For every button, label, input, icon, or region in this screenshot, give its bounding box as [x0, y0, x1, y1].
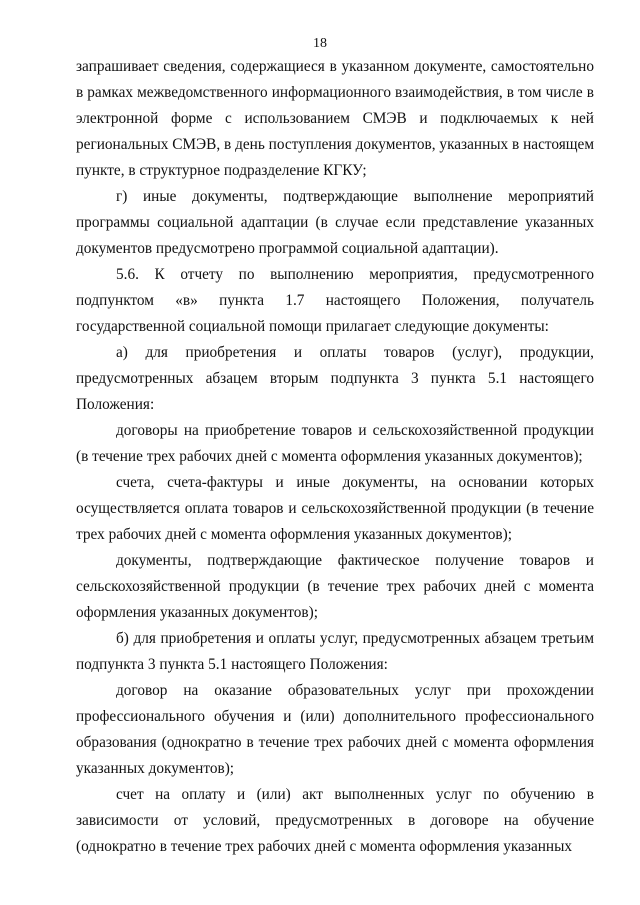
paragraph-education-contract: договор на оказание образовательных услуг при прохождении профессионального обучения и (или) дополнительного профессионального образования (однократно в течение трех рабочих дней с момента оформления указанных документов); — [76, 682, 594, 777]
document-body — [76, 54, 594, 860]
paragraph-contracts: договоры на приобретение товаров и сельскохозяйственной продукции (в течение трех рабочих дней с момента оформления указанных документов); — [76, 422, 594, 465]
paragraph-item-g: г) иные документы, подтверждающие выполнение мероприятий программы социальной адаптации (в случае если представление указанных документов предусмотрено программой социальной адаптации). — [76, 188, 594, 257]
paragraph-payment-invoice: счет на оплату и (или) акт выполненных услуг по обучению в зависимости от условий, предусмотренных в договоре на обучение (однократно в течение трех рабочих дней с момента оформления указанных — [76, 786, 594, 855]
paragraph-invoices: счета, счета-фактуры и иные документы, на основании которых осуществляется оплата товаров и сельскохозяйственной продукции (в течение трех рабочих дней с момента оформления указанных документов); — [76, 474, 594, 543]
page-number: 18 — [313, 36, 327, 51]
paragraph-item-b: б) для приобретения и оплаты услуг, предусмотренных абзацем третьим подпункта 3 пункта 5.1 настоящего Положения: — [76, 630, 594, 673]
paragraph-receipt-documents: документы, подтверждающие фактическое получение товаров и сельскохозяйственной продукции (в течение трех рабочих дней с момента оформления указанных документов); — [76, 552, 594, 621]
paragraph-item-a: а) для приобретения и оплаты товаров (услуг), продукции, предусмотренных абзацем вторым подпункта 3 пункта 5.1 настоящего Положения: — [76, 344, 594, 413]
paragraph-5-6: 5.6. К отчету по выполнению мероприятия, предусмотренного подпунктом «в» пункта 1.7 настоящего Положения, получатель государственной социальной помощи прилагает следующие документы: — [76, 266, 594, 335]
paragraph-continuation: запрашивает сведения, содержащиеся в указанном документе, самостоятельно в рамках межведомственного информационного взаимодействия, в том числе в электронной форме с использованием СМЭВ и подключаемых к ней региональных СМЭВ, в день поступления документов, указанных в настоящем пункте, в структурное подразделение КГКУ; — [76, 58, 594, 179]
